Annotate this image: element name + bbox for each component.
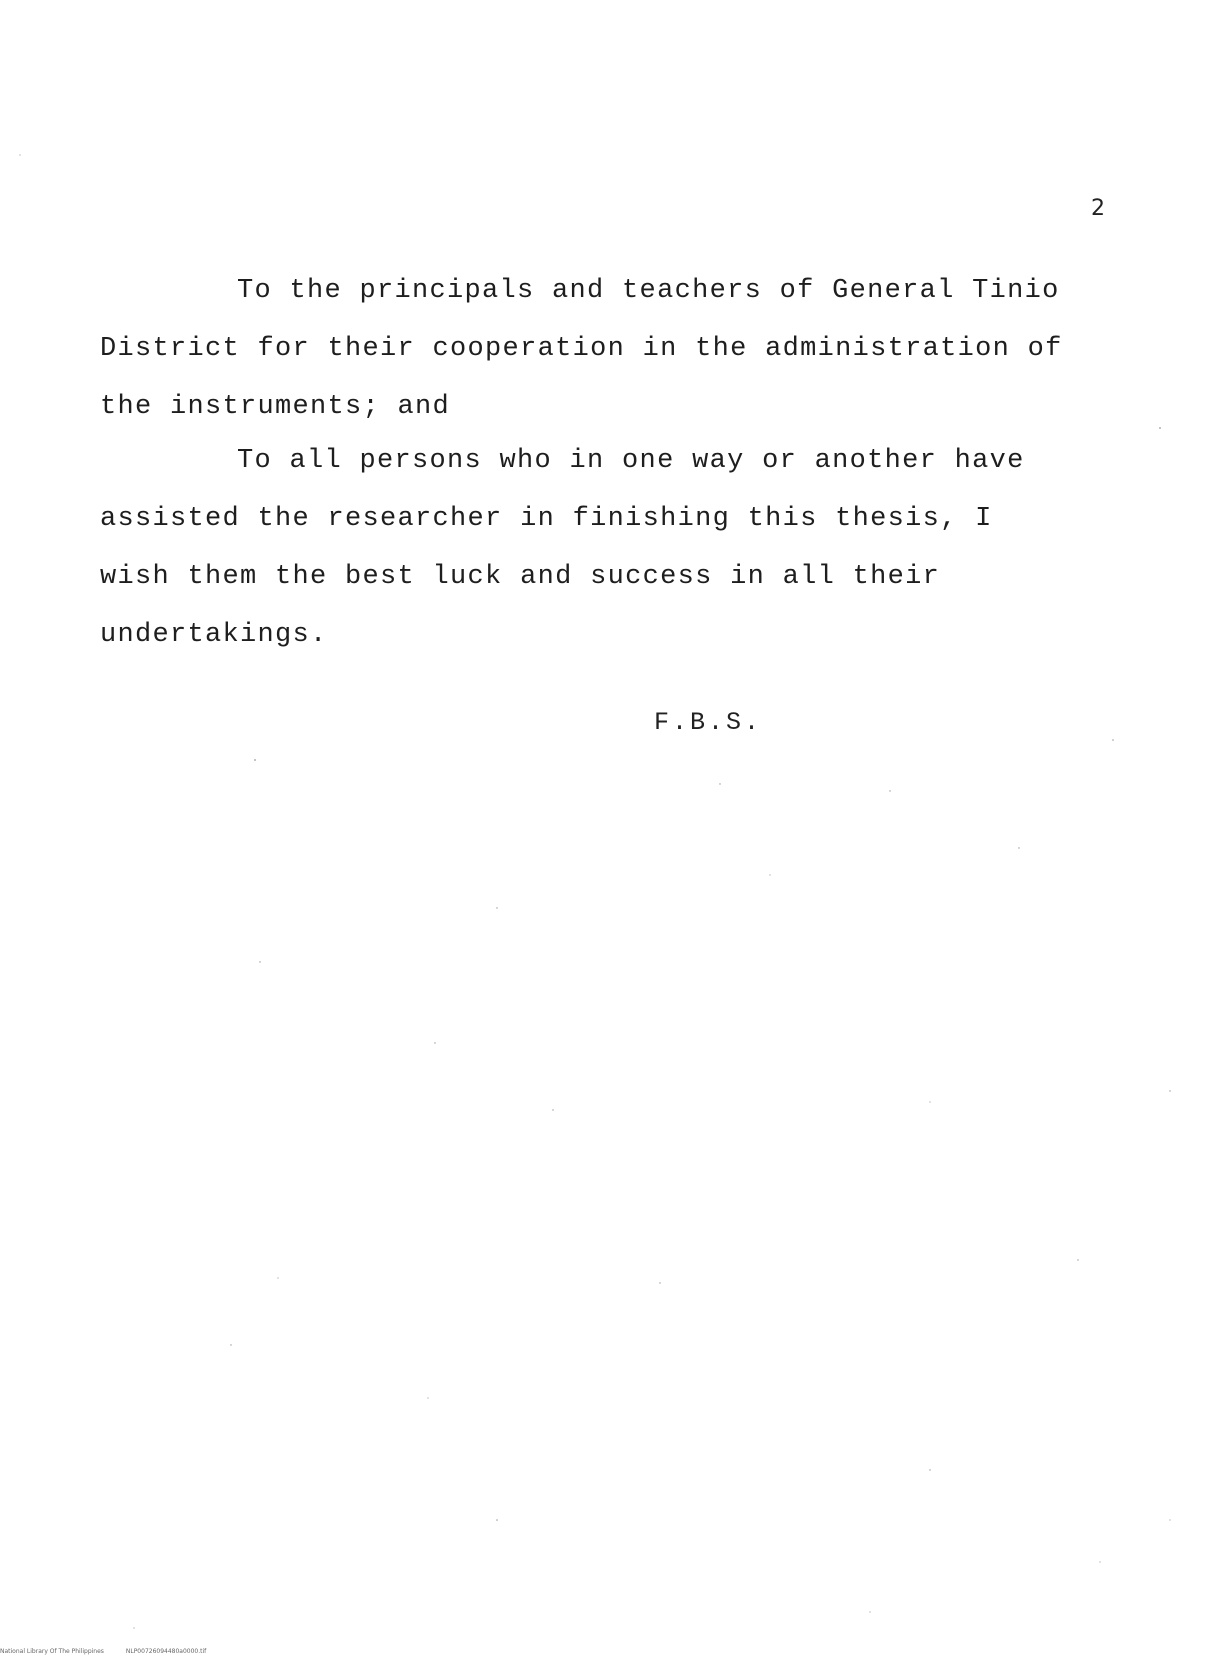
footer-source: National Library Of The Philippines bbox=[0, 1648, 104, 1655]
scan-footer-stamp bbox=[0, 1648, 226, 1655]
paragraph-text: To the principals and teachers of General Tinio District for their cooperation in the administration of the instruments; and bbox=[100, 276, 1063, 422]
signature-initials: F.B.S. bbox=[654, 708, 763, 737]
page-number: 2 bbox=[1091, 196, 1105, 221]
footer-file-id: NLP00726094480a0000.tif bbox=[125, 1648, 207, 1655]
paragraph-text: To all persons who in one way or another have assisted the researcher in finishing this thesis, I wish them the best luck and success in all their undertakings. bbox=[100, 446, 1025, 650]
